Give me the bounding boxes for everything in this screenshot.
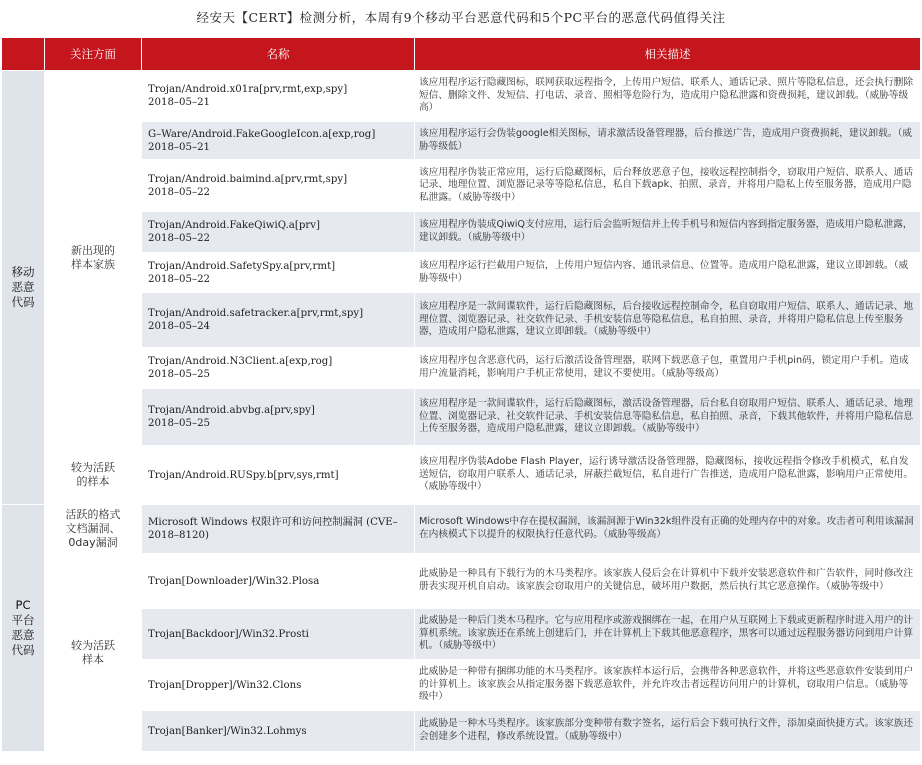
table-row [2, 71, 921, 122]
malware-name: Trojan/Android.SafetySpy.a[prv,rmt] [148, 260, 336, 272]
malware-desc: 该应用程序运行拦截用户短信，上传用户短信内容、通讯录信息、位置等。造成用户隐私泄露，建议立即卸载。（威胁等级中） [415, 253, 921, 293]
malware-name-cell [142, 160, 415, 212]
malware-name: Trojan/Android.FakeQiwiQ.a[prv] [148, 220, 320, 231]
group-label: 活跃的格式 文档漏洞、 0day漏洞 [65, 508, 121, 549]
malware-name-cell [142, 711, 415, 752]
malware-date: 2018–05–25 [148, 369, 211, 380]
table-row [2, 505, 921, 554]
table-row [2, 446, 921, 505]
header-blank [2, 38, 45, 71]
malware-desc: Microsoft Windows中存在提权漏洞，该漏洞源于Win32k组件没有正确的处理内存中的对象。攻击者可利用该漏洞在内核模式下以提升的权限执行任意代码。（威胁等级高） [415, 505, 921, 554]
malware-date: 2018–05–22 [148, 233, 211, 244]
malware-name: G–Ware/Android.FakeGoogleIcon.a[exp,rog] [148, 128, 376, 140]
malware-name: Trojan[Dropper]/Win32.Clons [148, 679, 302, 691]
malware-name: Trojan[Banker]/Win32.Lohmys [148, 725, 307, 737]
group-new-families [45, 71, 142, 446]
malware-desc: 该应用程序伪装Adobe Flash Player，运行诱导激活设备管理器，隐藏图标，接收远程指令修改手机模式，私自发送短信，窃取用户联系人、通话记录，屏蔽拦截短信，私自进行广告推送，造成用户隐私泄露，影响用户正常使用。（威胁等级中） [415, 446, 921, 505]
malware-name: Microsoft Windows 权限许可和访问控制漏洞 (CVE–2018–8120) [148, 517, 398, 541]
category-mobile [2, 71, 45, 505]
group-label: 较为活跃 的样本 [71, 461, 115, 488]
malware-name: Trojan[Backdoor]/Win32.Prosti [148, 628, 309, 640]
malware-name-cell [142, 505, 415, 554]
malware-date: 2018–05–21 [148, 141, 211, 153]
category-label: 移动 恶意 代码 [11, 265, 35, 309]
malware-name-cell [142, 122, 415, 160]
page-title: 经安天【CERT】检测分析，本周有9个移动平台恶意代码和5个PC平台的恶意代码值得关注 [196, 10, 726, 25]
malware-desc: 该应用程序是一款间谍软件，运行后隐藏图标，后台接收远程控制命令，私自窃取用户短信、联系人、通话记录、地理位置、浏览器记录、社交软件记录、手机安装信息等隐私信息，私自拍照、录音，并将用户隐私信息上传至服务器，造成用户隐私泄露，建议立即卸载。（威胁等级中） [415, 293, 921, 348]
header-focus: 关注方面 [45, 38, 142, 71]
malware-name: Trojan/Android.abvbg.a[prv,spy] [148, 405, 315, 416]
malware-name: Trojan/Android.RUSpy.b[prv,sys,rmt] [148, 469, 339, 481]
malware-name-cell [142, 212, 415, 253]
malware-date: 2018–05–22 [148, 186, 211, 198]
category-label: PC 平台 恶意 代码 [11, 598, 35, 657]
malware-name-cell [142, 609, 415, 660]
malware-date: 2018–05–24 [148, 321, 211, 332]
malware-table [1, 38, 921, 752]
malware-desc: 此威胁是一种后门类木马程序。它与应用程序或游戏捆绑在一起，在用户从互联网上下载或更新程序时进入用户的计算机系统。该家族还在系统上创建后门，并在计算机上下载其他恶意程序，黑客可以通过远程服务器访问到用户计算机。（威胁等级中） [415, 609, 921, 660]
group-label: 新出现的 样本家族 [71, 244, 115, 271]
malware-name: Trojan/Android.x01ra[prv,rmt,exp,spy] [148, 84, 348, 95]
malware-desc: 该应用程序伪装正常应用，运行后隐藏图标，后台释放恶意子包，接收远程控制指令，窃取用户短信、联系人、通话记录、地理位置、浏览器记录等等隐私信息，私自下载apk、拍照、录音，并将用户隐私上传至服务器，造成用户隐私泄露。（威胁等级中） [415, 160, 921, 212]
malware-desc: 该应用程序运行会伪装google相关图标，请求激活设备管理器，后台推送广告，造成用户资费损耗，建议卸载。（威胁等级低） [415, 122, 921, 160]
malware-name-cell [142, 554, 415, 609]
malware-name: Trojan/Android.safetracker.a[prv,rmt,spy] [148, 308, 364, 319]
malware-desc: 该应用程序伪装成QiwiQ支付应用，运行后会监听短信并上传手机号和短信内容到指定服务器，造成用户隐私泄露，建议卸载。（威胁等级中） [415, 212, 921, 253]
malware-desc: 此威胁是一种木马类程序。该家族部分变种带有数字签名，运行后会下载可执行文件，添加桌面快捷方式。该家族还会创建多个进程，修改系统设置。（威胁等级中） [415, 711, 921, 752]
group-vulnerabilities [45, 505, 142, 554]
malware-desc: 该应用程序是一款间谍软件，运行后隐藏图标，激活设备管理器，后台私自窃取用户短信、联系人、通话记录、地理位置、浏览器记录、社交软件记录、手机安装信息等隐私信息，私自拍照、录音，下载其他软件，并将用户隐私信息上传至服务器，造成用户隐私泄露，建议立即卸载。（威胁等级中） [415, 389, 921, 446]
malware-desc: 该应用程序包含恶意代码，运行后激活设备管理器，联网下载恶意子包，重置用户手机pin码，锁定用户手机。造成用户流量消耗，影响用户手机正常使用，建议不要使用。（威胁等级高） [415, 348, 921, 389]
header-name: 名称 [142, 38, 415, 71]
malware-name: Trojan/Android.N3Client.a[exp,rog] [148, 356, 333, 367]
malware-desc: 此威胁是一种具有下载行为的木马类程序。该家族人侵后会在计算机中下载并安装恶意软件和广告软件，同时修改注册表实现开机自启动。该家族会窃取用户的关键信息，破坏用户数据，然后执行其它恶意操作。（威胁等级中） [415, 554, 921, 609]
table-header-row [2, 38, 921, 71]
malware-name-cell [142, 660, 415, 711]
malware-name: Trojan[Downloader]/Win32.Plosa [148, 575, 320, 587]
table-row [2, 554, 921, 609]
malware-desc: 此威胁是一种带有捆绑功能的木马类程序。该家族样本运行后，会携带各种恶意软件，并将这些恶意软件安装到用户的计算机上。该家族会从指定服务器下载恶意软件，并允许攻击者远程访问用户的计算机，窃取用户信息。（威胁等级中） [415, 660, 921, 711]
malware-date: 2018–05–21 [148, 97, 211, 108]
header-desc: 相关描述 [415, 38, 921, 71]
malware-name: Trojan/Android.baimind.a[prv,rmt,spy] [148, 173, 348, 185]
group-active-pc-samples [45, 554, 142, 752]
category-pc [2, 505, 45, 752]
malware-name-cell [142, 389, 415, 446]
malware-name-cell [142, 446, 415, 505]
malware-name-cell [142, 348, 415, 389]
group-label: 较为活跃 样本 [71, 638, 115, 666]
malware-name-cell [142, 71, 415, 122]
malware-desc: 该应用程序运行隐藏图标，联网获取远程指令，上传用户短信、联系人、通话记录、照片等隐私信息，还会执行删除短信、删除文件、发短信、打电话、录音、照相等危险行为，造成用户隐私泄露和资费损耗，建议卸载。（威胁等级高） [415, 71, 921, 122]
malware-date: 2018–05–25 [148, 418, 211, 429]
malware-date: 2018–05–22 [148, 273, 211, 285]
malware-name-cell [142, 293, 415, 348]
group-active-samples [45, 446, 142, 505]
malware-name-cell [142, 253, 415, 293]
